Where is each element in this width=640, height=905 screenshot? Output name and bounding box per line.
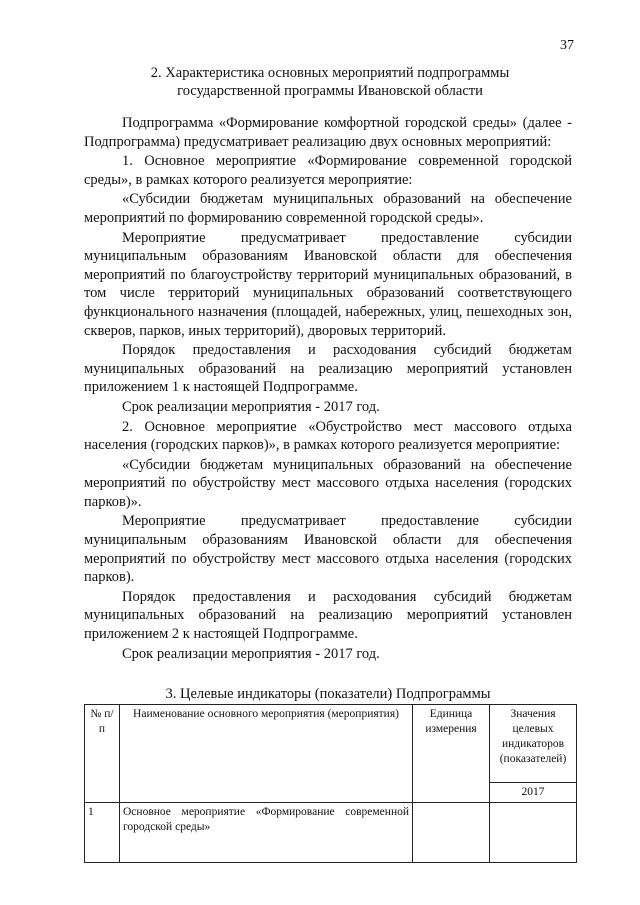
paragraph-intro: Подпрограмма «Формирование комфортной городской среды» (далее - Подпрограмма) предусматривает реализацию двух основных мероприятий: [84, 115, 572, 150]
table-header-row [85, 705, 577, 783]
section-2-heading [120, 64, 540, 100]
section-2-body [84, 114, 572, 663]
paragraph-procedure-2: Порядок предоставления и расходования субсидий бюджетам муниципальных образований на реализацию мероприятий установлен приложением 2 к настоящей Подпрограмме. [84, 588, 572, 643]
paragraph-main-activity-1: 1. Основное мероприятие «Формирование современной городской среды», в рамках которого реализуется мероприятие: [84, 153, 572, 188]
paragraph-term-1: Срок реализации мероприятия - 2017 год. [122, 398, 380, 415]
header-year: 2017 [490, 783, 577, 803]
paragraph-subsidy-2: «Субсидии бюджетам муниципальных образований на обеспечение мероприятий по обустройству мест массового отдыха населения (городских парков)». [84, 456, 572, 510]
header-unit: Единица измерения [413, 705, 490, 803]
paragraph-main-activity-2: 2. Основное мероприятие «Обустройство мест массового отдыха населения (городских парков)», в рамках которого реализуется мероприятие: [84, 418, 572, 454]
table-row [85, 803, 577, 863]
paragraph-subsidy-1: «Субсидии бюджетам муниципальных образований на обеспечение мероприятий по формированию современной городской среды». [84, 191, 572, 226]
row-num: 1 [85, 803, 120, 863]
header-num: № п/п [85, 705, 120, 803]
paragraph-procedure-1: Порядок предоставления и расходования субсидий бюджетам муниципальных образований на реализацию мероприятий установлен приложением 1 к настоящей Подпрограмме. [84, 342, 572, 396]
header-indicator-values: Значения целевых индикаторов (показателей) [490, 705, 577, 783]
indicators-table [84, 704, 577, 863]
paragraph-term-2: Срок реализации мероприятия - 2017 год. [122, 645, 380, 662]
section-2-heading-line-1: 2. Характеристика основных мероприятий подпрограммы [150, 65, 510, 81]
page-number: 37 [560, 38, 574, 53]
header-activity-name: Наименование основного мероприятия (мероприятия) [120, 705, 413, 803]
row-activity-name: Основное мероприятие «Формирование современной городской среды» [120, 803, 413, 863]
paragraph-activity-description-1: Мероприятие предусматривает предоставление субсидии муниципальным образованиям Ивановской области для обеспечения мероприятий по благоустройству территорий муниципальных образований, в том числе территорий муниципальных образований соответствующего функционального назначения (площадей, набережных, улиц, пешеходных зон, скверов, парков, иных территорий), дворовых территорий. [84, 229, 572, 339]
section-2-heading-line-2: государственной программы Ивановской области [177, 83, 483, 99]
row-value [490, 803, 577, 863]
row-unit [413, 803, 490, 863]
section-3-heading: 3. Целевые индикаторы (показатели) Подпрограммы [165, 686, 491, 702]
paragraph-activity-description-2: Мероприятие предусматривает предоставление субсидии муниципальным образованиям Ивановской области для обеспечения мероприятий по обустройству мест массового отдыха населения (городских парков). [84, 513, 572, 586]
